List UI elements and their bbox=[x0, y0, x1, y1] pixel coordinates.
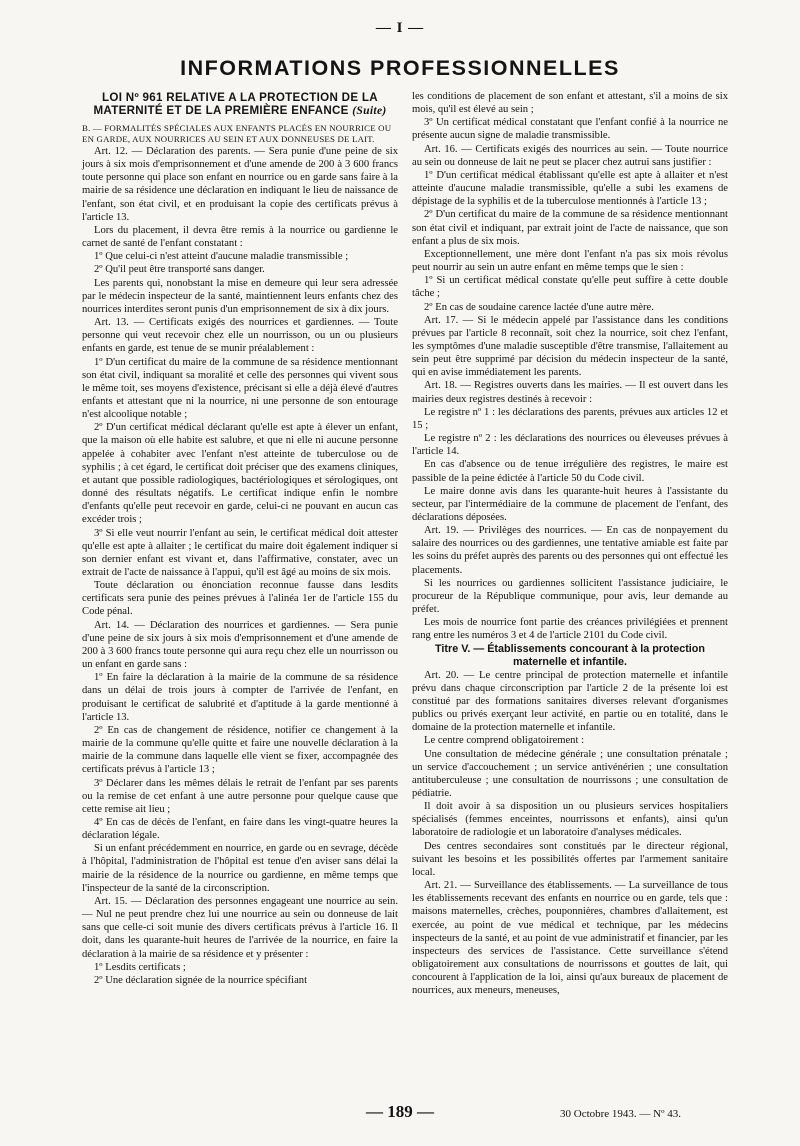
folio: — I — bbox=[375, 20, 425, 36]
paragraph: Exceptionnellement, une mère dont l'enfant n'a pas six mois révolus peut nourrir au sein un autre enfant en même temps que le sien : bbox=[412, 248, 728, 274]
paragraph: Toute déclaration ou énonciation reconnue fausse dans lesdits certificats sera punie des peines prévues à l'alinéa 1er de l'article 155 du Code pénal. bbox=[82, 580, 398, 618]
right-body-a bbox=[412, 90, 728, 643]
page-number: — 189 — bbox=[366, 1102, 434, 1121]
paragraph: 3º Un certificat médical constatant que l'enfant confié à la nourrice ne présente aucun signe de maladie transmissible. bbox=[412, 117, 728, 142]
paragraph: 4º En cas de décès de l'enfant, en faire dans les vingt-quatre heures la déclaration légale. bbox=[82, 816, 398, 842]
law-title-main: LOI Nº 961 RELATIVE A LA PROTECTION DE LA MATERNITÉ ET DE LA PREMIÈRE ENFANCE bbox=[93, 91, 378, 117]
paragraph: Le centre comprend obligatoirement : bbox=[424, 735, 585, 747]
paragraph: Il doit avoir à sa disposition un ou plusieurs services hospitaliers spécialisés (femmes enceintes, nourrissons et enfants), ainsi qu'un laboratoire de radiologie et un laboratoire d'analyses médicales. bbox=[412, 801, 728, 839]
paragraph: 1º D'un certificat du maire de la commune de sa résidence mentionnant son état civil, indiquant sa moralité et celle des personnes qui vivent sous le même toit, ses moyens d'existence, précisant si elle a déjà élevé d'autres enfants et attestant que ni la nourrice, ni une personne de son entourage n'est alcoolique notable ; bbox=[82, 356, 398, 421]
paragraph: 1º Lesdits certificats ; bbox=[94, 961, 186, 973]
paragraph: 2º Une déclaration signée de la nourrice spécifiant bbox=[94, 974, 308, 986]
paragraph: Une consultation de médecine générale ; une consultation prénatale ; un service d'accouchement ; un service antivénérien ; une consultation antituberculeuse ; une consultation de nourrissons ; une consultation de pédiatrie. bbox=[412, 748, 728, 799]
paragraph: Art. 17. — Si le médecin appelé par l'assistance dans les conditions prévues par l'article 8 reconnaît, soit chez la nourrice, soit chez l'enfant, les symptômes d'une maladie susceptible d'être transmise, l'allaitement au sein peut être supprimé par décision du médecin inspecteur de la santé, qui en avise immédiatement les parents. bbox=[412, 314, 728, 379]
paragraph: 1º Que celui-ci n'est atteint d'aucune maladie transmissible ; bbox=[94, 251, 349, 263]
paragraph: Les mois de nourrice font partie des créances privilégiées et prennent rang entre les numéros 3 et 4 de l'article 2101 du Code civil. bbox=[412, 617, 728, 642]
right-body-b bbox=[412, 669, 728, 998]
paragraph: Art. 18. — Registres ouverts dans les mairies. — Il est ouvert dans les mairies deux registres destinés à recevoir : bbox=[412, 380, 728, 405]
paragraph: 3º Si elle veut nourrir l'enfant au sein, le certificat médical doit attester qu'elle est apte à allaiter ; le certificat du maire doit également indiquer si son dernier enfant est vivant et, dans l'affirmative, constater, avec un extrait de l'acte de naissance à l'appui, qu'il est âgé au moins de six mois. bbox=[82, 527, 398, 578]
paragraph: 1º En faire la déclaration à la mairie de la commune de sa résidence dans un délai de trois jours à compter de l'arrivée de l'enfant, en produisant le certificat de salubrité et d'aptitude à la garde mentionné à l'article 13. bbox=[82, 672, 398, 723]
law-title-suite: (Suite) bbox=[352, 103, 387, 117]
left-body bbox=[82, 145, 398, 987]
right-column bbox=[412, 90, 728, 997]
paragraph: Des centres secondaires sont constitués par le directeur régional, suivant les besoins et les possibilités offertes par l'armement sanitaire local. bbox=[412, 840, 728, 878]
paragraph: 2º D'un certificat médical déclarant qu'elle est apte à élever un enfant, que la maison où elle habite est salubre, et que ni elle ni aucune personne appelée à cohabiter avec l'enfant n'est atteinte de tuberculose ou de syphilis ; à cet égard, le certificat doit préciser que des examens cliniques, et autant que possible radiologiques, bactériologiques et sérologiques, ont donné des résultats négatifs. Le certificat indique enfin le nombre d'enfants qu'elle peut recevoir en garde, celui-ci ne pouvant en aucun cas excéder trois ; bbox=[82, 422, 398, 526]
paragraph: En cas d'absence ou de tenue irrégulière des registres, le maire est passible de la peine édictée à l'article 50 du Code civil. bbox=[412, 459, 728, 484]
paragraph: 2º En cas de changement de résidence, notifier ce changement à la mairie de la commune qu'elle quitte et faire une nouvelle déclaration à la mairie de la commune dans laquelle elle vient se fixer, accompagnée des certificats prévus à l'article 13 ; bbox=[82, 724, 398, 776]
paragraph: Les parents qui, nonobstant la mise en demeure qui leur sera adressée par le médecin inspecteur de la santé, maintiennent leurs enfants chez des nourrices interdites seront punis d'un emprisonnement de six à dix jours. bbox=[82, 277, 398, 315]
paragraph: Le registre nº 2 : les déclarations des nourrices ou éleveuses prévues à l'article 14. bbox=[412, 433, 728, 458]
paragraph: 2º En cas de soudaine carence lactée d'une autre mère. bbox=[424, 301, 654, 313]
paragraph: Si les nourrices ou gardiennes sollicitent l'assistance judiciaire, le procureur de la République communique, pour avis, leur demande au préfet. bbox=[412, 577, 728, 616]
paragraph: Art. 21. — Surveillance des établissements. — La surveillance de tous les établissements recevant des enfants en nourrice ou en garde, tels que : maisons maternelles, crèches, pouponnières, chambres d'allaitement, est exercée, au point de vue médical et technique, par les médecins inspecteurs de la santé, et au point de vue administratif et financier, par les inspecteurs des services de l'assistance. Cette surveillance s'étend obligatoirement aux consultations de nourrissons et gouttes de lait, qui concourent à l'application de la loi, ainsi qu'aux bureaux de placement de nourrices, aux meneurs, meneuses, bbox=[412, 880, 728, 997]
paragraph: Lors du placement, il devra être remis à la nourrice ou gardienne le carnet de santé de l'enfant constatant : bbox=[82, 224, 398, 250]
subtitle: B. — FORMALITÉS SPÉCIALES AUX ENFANTS PLACÉS EN NOURRICE OU EN GARDE, AUX NOURRICES AU SEIN ET AUX DONNEUSES DE LAIT. bbox=[82, 123, 392, 144]
section-title: INFORMATIONS PROFESSIONNELLES bbox=[180, 56, 620, 80]
paragraph: Le maire donne avis dans les quarante-huit heures à l'assistante du secteur, par l'intermédiaire de la commune de placement de l'enfant, des déclarations déposées. bbox=[412, 485, 728, 523]
paragraph: Art. 16. — Certificats exigés des nourrices au sein. — Toute nourrice au sein ou donneuse de lait ne peut se placer chez autrui sans justifier : bbox=[412, 143, 728, 168]
paragraph: Si un enfant précédemment en nourrice, en garde ou en sevrage, décède à l'hôpital, l'administration de l'hôpital est tenue d'en aviser sans délai la mairie de la résidence de la nourrice ou gardienne, en même temps que l'inspecteur de la santé de la circonscription. bbox=[82, 843, 398, 894]
paragraph: 2º Qu'il peut être transporté sans danger. bbox=[94, 264, 265, 276]
paragraph: 1º Si un certificat médical constate qu'elle peut suffire à cette double tâche ; bbox=[412, 275, 728, 300]
paragraph: Art. 14. — Déclaration des nourrices et gardiennes. — Sera punie d'une peine de six jours à six mois d'emprisonnement et d'une amende de 200 à 3 600 francs toute personne qui aura reçu chez elle un nourrisson ou un enfant en garde sans : bbox=[82, 619, 398, 671]
paragraph: Art. 13. — Certificats exigés des nourrices et gardiennes. — Toute personne qui veut recevoir chez elle un nourrisson, ou un ou plusieurs enfants en garde, est tenue de se munir préalablement : bbox=[82, 317, 398, 355]
paragraph: 1º D'un certificat médical établissant qu'elle est apte à allaiter et n'est atteinte d'aucune maladie transmissible, qu'elle a subi les examens de dépistage de la syphilis et de la tuberculose mentionnés à l'article 13 ; bbox=[412, 169, 728, 208]
issue-date: 30 Octobre 1943. — Nº 43. bbox=[560, 1108, 682, 1120]
paragraph: Art. 20. — Le centre principal de protection maternelle et infantile prévu dans chaque circonscription par l'article 2 de la présente loi est constitué par des formations sanitaires diverses relevant d'organismes publics ou privés exerçant leur activité, en partie ou en totalité, dans le domaine de la protection maternelle et infantile. bbox=[412, 669, 728, 734]
paragraph: 3º Déclarer dans les mêmes délais le retrait de l'enfant par ses parents ou la remise de cet enfant à une autre personne pour quelque cause que cette remise ait lieu ; bbox=[82, 777, 398, 815]
paragraph: Art. 19. — Privilèges des nourrices. — En cas de nonpayement du salaire des nourrices ou des gardiennes, une tentative amiable est faite par les soins du préfet auprès des parents ou des personnes qui ont effectué les placements. bbox=[412, 525, 728, 576]
paragraph: Art. 12. — Déclaration des parents. — Sera punie d'une peine de six jours à six mois d'emprisonnement et d'une amende de 200 à 3 600 francs toute personne qui place son enfant en nourrice ou en garde sans faire à la mairie de sa résidence une déclaration en indiquant le lieu de naissance de l'enfant, son état civil, et en produisant la copie des certificats prévus à l'article 13. bbox=[82, 146, 398, 223]
law-title bbox=[82, 92, 398, 117]
paragraph: Art. 15. — Déclaration des personnes engageant une nourrice au sein. — Nul ne peut prendre chez lui une nourrice au sein ou donneuse de lait sans que celle-ci soit munie des divers certificats prévus à l'article 16. Il doit, dans les quarante-huit heures de l'arrivée de la nourrice, en faire la déclaration à la mairie de sa résidence et y présenter : bbox=[82, 895, 398, 960]
paragraph: Le registre nº 1 : les déclarations des parents, prévues aux articles 12 et 15 ; bbox=[412, 406, 728, 431]
paragraph: les conditions de placement de son enfant et attestant, s'il a moins de six mois, qu'il est élevé au sein ; bbox=[412, 91, 728, 116]
left-column bbox=[82, 92, 398, 987]
titre-v-heading: Titre V. — Établissements concourant à la protection maternelle et infantile. bbox=[435, 642, 705, 668]
paragraph: 2º D'un certificat du maire de la commune de sa résidence mentionnant son état civil et indiquant, par extrait joint de l'acte de naissance, que son enfant a plus de six mois. bbox=[412, 209, 728, 247]
